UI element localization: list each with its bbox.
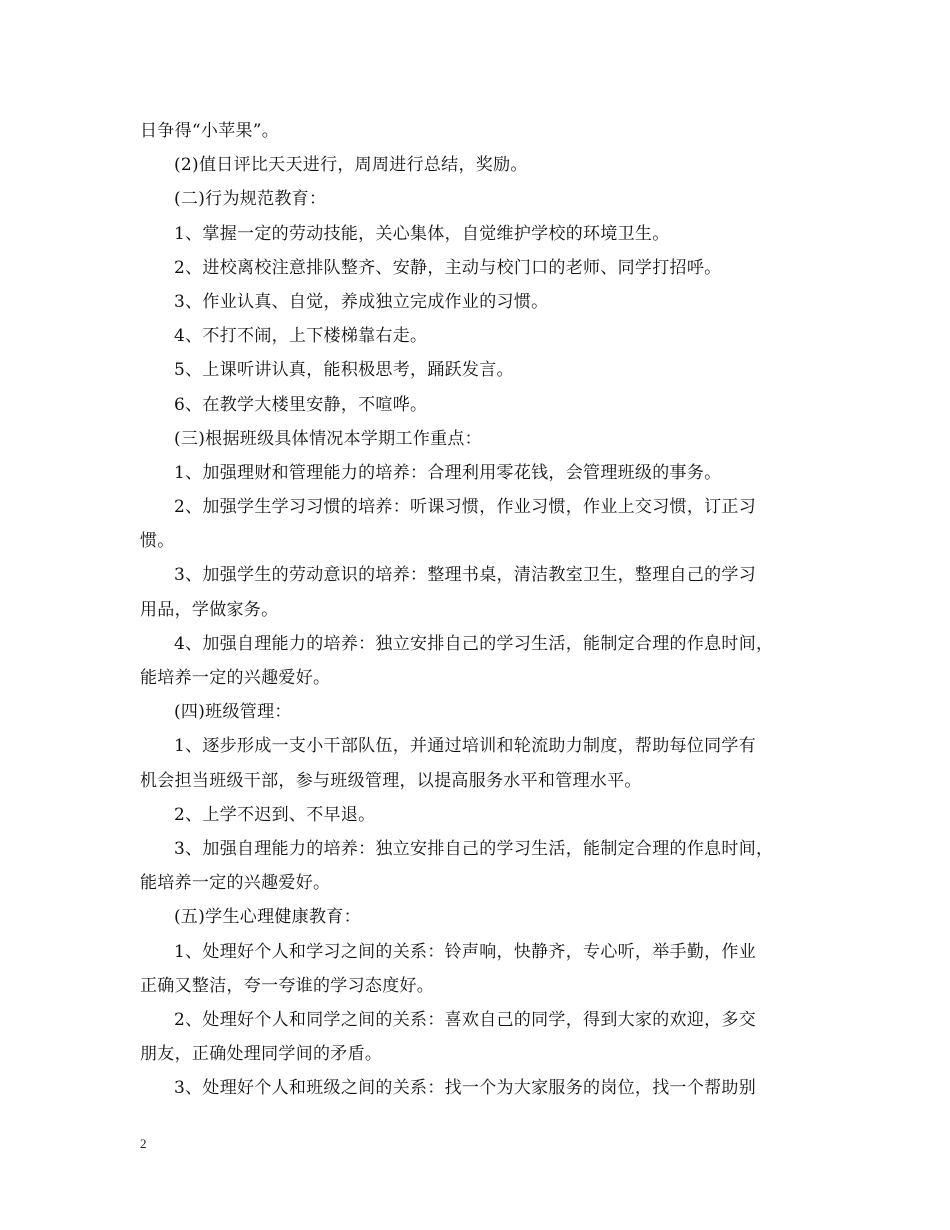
text-line: 2、进校离校注意排队整齐、安静，主动与校门口的老师、同学打招呼。: [174, 257, 722, 278]
section-heading: (三)根据班级具体情况本学期工作重点：: [174, 428, 482, 449]
text-line: 3、加强自理能力的培养：独立安排自己的学习生活，能制定合理的作息时间，: [174, 838, 774, 859]
text-line: 1、逐步形成一支小干部队伍，并通过培训和轮流助力制度，帮助每位同学有: [174, 736, 757, 757]
text-line: 6、在教学大楼里安静，不喧哗。: [174, 394, 428, 415]
text-line: 4、加强自理能力的培养：独立安排自己的学习生活，能制定合理的作息时间，: [174, 633, 774, 654]
text-line: 2、加强学生学习习惯的培养：听课习惯，作业习惯，作业上交习惯，订正习: [174, 497, 757, 518]
text-line: 4、不打不闹，上下楼梯靠右走。: [174, 326, 428, 347]
text-line: 朋友，正确处理同学间的矛盾。: [140, 1044, 383, 1065]
page-number: 2: [140, 1136, 147, 1151]
text-line: 能培养一定的兴趣爱好。: [140, 873, 331, 894]
text-line: 1、加强理财和管理能力的培养：合理利用零花钱，会管理班级的事务。: [174, 462, 722, 483]
text-line: 日争得“小苹果”。: [140, 121, 280, 141]
text-line: (2)值日评比天天进行，周周进行总结，奖励。: [174, 155, 528, 176]
text-line: 1、处理好个人和学习之间的关系：铃声响，快静齐，专心听，举手勤，作业: [174, 941, 757, 962]
section-heading: (五)学生心理健康教育：: [174, 907, 361, 928]
text-line: 用品，学做家务。: [140, 599, 279, 620]
text-line: 1、掌握一定的劳动技能，关心集体，自觉维护学校的环境卫生。: [174, 223, 670, 244]
text-line: 3、作业认真、自觉，养成独立完成作业的习惯。: [174, 291, 549, 312]
text-line: 正确又整洁，夸一夸谁的学习态度好。: [140, 975, 435, 996]
text-line: 3、加强学生的劳动意识的培养：整理书桌，清洁教室卫生，整理自己的学习: [174, 565, 757, 586]
section-heading: (四)班级管理：: [174, 702, 292, 723]
text-line: 2、上学不迟到、不早退。: [174, 804, 376, 825]
text-line: 5、上课听讲认真，能积极思考，踊跃发言。: [174, 360, 514, 381]
document-body: [140, 114, 820, 1105]
text-line: 能培养一定的兴趣爱好。: [140, 668, 331, 688]
text-line: 2、处理好个人和同学之间的关系：喜欢自己的同学，得到大家的欢迎，多交: [174, 1009, 757, 1030]
text-line: 惯。: [140, 531, 175, 552]
text-line: 机会担当班级干部，参与班级管理，以提高服务水平和管理水平。: [140, 770, 642, 791]
text-line: 3、处理好个人和班级之间的关系：找一个为大家服务的岗位，找一个帮助别: [174, 1078, 757, 1099]
section-heading: (二)行为规范教育：: [174, 189, 327, 210]
